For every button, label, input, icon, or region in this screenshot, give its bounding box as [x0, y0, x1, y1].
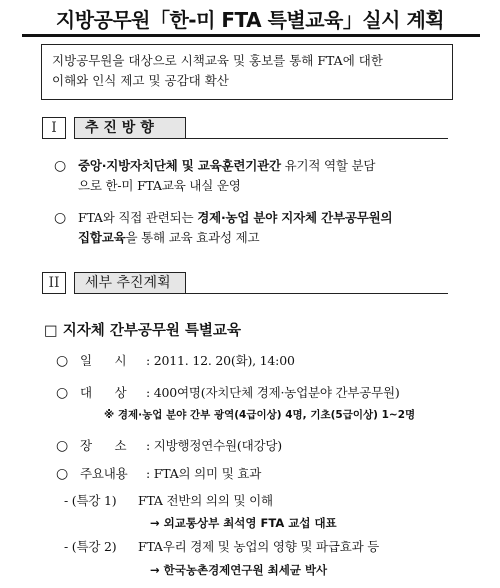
subsection-heading: [44, 319, 241, 340]
bullet-icon: ○: [56, 353, 69, 369]
subsection-title: 지자체 간부공무원 특별교육: [62, 323, 241, 339]
direction-item-2-line2-rest: 을 통해 교육 효과성 제고: [125, 230, 260, 245]
summary-box: [41, 44, 453, 100]
lecture-2-label: - (특강 2): [64, 539, 117, 554]
section-2-rule: [186, 293, 448, 294]
section-2-number: II: [42, 272, 66, 294]
summary-line-1: 지방공무원을 대상으로 시책교육 및 홍보를 통해 FTA에 대한: [52, 53, 383, 68]
lecture-1-label: - (특강 1): [64, 493, 117, 508]
page-title: 지방공무원「한-미 FTA 특별교육」실시 계획: [55, 8, 445, 32]
row-label-target: 대 상: [80, 385, 127, 400]
direction-item-1-bold: 중앙·지방자치단체 및 교육훈련기관간: [78, 158, 281, 173]
section-1-number: I: [42, 117, 66, 139]
target-note: ※ 경제·농업 분야 간부 광역(4급이상) 4명, 기초(5급이상) 1~2명: [104, 409, 416, 421]
title-underline: [22, 34, 480, 37]
lecture-2-text: FTA우리 경제 및 농업의 영향 및 파급효과 등: [138, 539, 380, 554]
section-1-title: 추 진 방 향: [74, 117, 186, 139]
direction-item-1-line2: 으로 한-미 FTA교육 내실 운영: [78, 178, 241, 193]
bullet-icon: ○: [54, 158, 67, 174]
row-value-place: : 지방행정연수원(대강당): [146, 438, 282, 453]
section-2-title: 세부 추진계획: [74, 272, 186, 294]
direction-item-2-lead: FTA와 직접 관련되는: [78, 210, 198, 225]
row-label-date: 일 시: [80, 353, 127, 368]
bullet-icon: ○: [56, 438, 69, 454]
checkbox-square-icon: □: [44, 323, 58, 339]
row-value-content: : FTA의 의미 및 효과: [146, 466, 262, 481]
bullet-icon: ○: [56, 466, 69, 482]
direction-item-2-line2-bold: 집합교육: [78, 230, 126, 245]
lecture-1-speaker: → 외교통상부 최석영 FTA 교섭 대표: [150, 516, 337, 530]
bullet-icon: ○: [56, 385, 69, 401]
direction-item-1-rest: 유기적 역할 분담: [280, 158, 376, 173]
row-label-place: 장 소: [80, 438, 127, 453]
lecture-2-speaker: → 한국농촌경제연구원 최세균 박사: [150, 563, 328, 577]
direction-item-2: [78, 208, 488, 248]
row-label-content: 주요내용: [80, 466, 128, 481]
summary-line-2: 이해와 인식 제고 및 공감대 확산: [52, 73, 229, 88]
row-value-date: : 2011. 12. 20(화), 14:00: [146, 353, 295, 368]
section-1-rule: [186, 138, 448, 139]
direction-item-2-bold: 경제·농업 분야 지자체 간부공무원의: [197, 210, 393, 225]
bullet-icon: ○: [54, 210, 67, 226]
row-value-target: : 400여명(자치단체 경제·농업분야 간부공무원): [146, 385, 400, 400]
lecture-1-text: FTA 전반의 의의 및 이해: [138, 493, 273, 508]
direction-item-1: [78, 156, 478, 196]
